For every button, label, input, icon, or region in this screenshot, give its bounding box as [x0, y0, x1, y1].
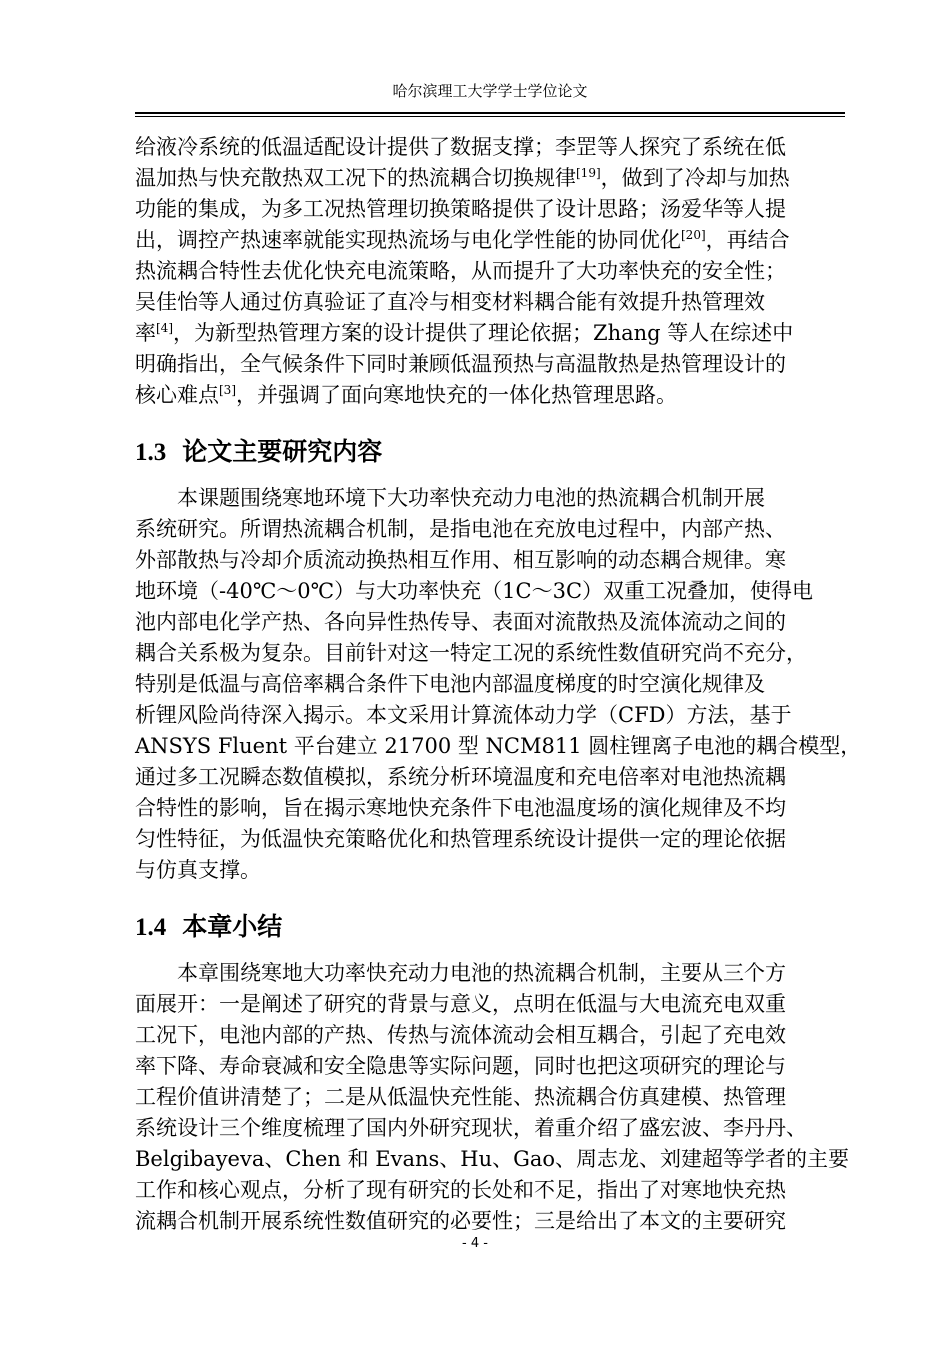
header-rule-thick [135, 112, 845, 114]
text-line: 面展开：一是阐述了研究的背景与意义，点明在低温与大电流充电双重 [135, 992, 786, 1016]
text-line [135, 318, 847, 349]
paragraph-chapter-summary [135, 958, 850, 1237]
page-number: - 4 - [462, 1236, 488, 1251]
text-span: 核心难点 [135, 383, 219, 407]
text-span: 温加热与快充散热双工况下的热流耦合切换规律 [135, 166, 576, 190]
text-line: 工作和核心观点，分析了现有研究的长处和不足，指出了对寒地快充热 [135, 1178, 786, 1202]
citation-ref: [3] [219, 383, 236, 397]
text-line: 与仿真支撑。 [135, 858, 261, 882]
citation-ref: [4] [156, 321, 173, 335]
text-line: 本课题围绕寒地环境下大功率快充动力电池的热流耦合机制开展 [177, 486, 765, 510]
section-number: 1.4 [135, 914, 167, 941]
section-title: 论文主要研究内容 [182, 437, 383, 466]
text-line: 率下降、寿命衰减和安全隐患等实际问题，同时也把这项研究的理论与 [135, 1054, 786, 1078]
text-line: 池内部电化学产热、各向异性热传导、表面对流散热及流体流动之间的 [135, 610, 786, 634]
text-line [135, 349, 847, 380]
text-line: 通过多工况瞬态数值模拟，系统分析环境温度和充电倍率对电池热流耦 [135, 765, 786, 789]
paragraph-research-content [135, 483, 862, 886]
text-line [135, 225, 847, 256]
text-line: 流耦合机制开展系统性数值研究的必要性；三是给出了本文的主要研究 [135, 1209, 786, 1233]
text-span: ，再结合 [705, 228, 790, 252]
text-line: 耦合关系极为复杂。目前针对这一特定工况的系统性数值研究尚不充分， [135, 641, 807, 665]
spacer [135, 411, 847, 423]
text-span: 吴佳怡等人通过仿真验证了直冷与相变材料耦合能有效提升热管理效 [135, 290, 765, 314]
section-title: 本章小结 [182, 912, 283, 941]
text-line: 工况下，电池内部的产热、传热与流体流动会相互耦合，引起了充电效 [135, 1023, 786, 1047]
text-span: 出，调控产热速率就能实现热流场与电化学性能的协同优化 [135, 228, 681, 252]
citation-ref: [19] [576, 166, 601, 180]
paragraph-literature-continued [135, 132, 847, 411]
section-heading-1-3 [135, 431, 847, 473]
header-rule-thin [135, 116, 845, 117]
text-line: Belgibayeva、Chen 和 Evans、Hu、Gao、周志龙、刘建超等学者的主要 [135, 1147, 850, 1171]
text-line: 析锂风险尚待深入揭示。本文采用计算流体动力学（CFD）方法，基于 [135, 703, 792, 727]
text-span: ，做到了冷却与加热 [600, 166, 790, 190]
text-line: 系统研究。所谓热流耦合机制，是指电池在充放电过程中，内部产热、 [135, 517, 786, 541]
text-span: 热流耦合特性去优化快充电流策略，从而提升了大功率快充的安全性； [135, 259, 786, 283]
text-line: 地环境（-40℃～0℃）与大功率快充（1C～3C）双重工况叠加，使得电 [135, 579, 814, 603]
text-span: 明确指出，全气候条件下同时兼顾低温预热与高温散热是热管理设计的 [135, 352, 786, 376]
text-line [135, 194, 847, 225]
text-line [135, 163, 847, 194]
text-line [135, 256, 847, 287]
running-header: 哈尔滨理工大学学士学位论文 [392, 82, 588, 100]
text-span: 给液冷系统的低温适配设计提供了数据支撑；李罡等人探究了系统在低 [135, 135, 786, 159]
text-line: ANSYS Fluent 平台建立 21700 型 NCM811 圆柱锂离子电池的耦合模型， [135, 734, 862, 758]
text-line: 本章围绕寒地大功率快充动力电池的热流耦合机制，主要从三个方 [177, 961, 786, 985]
text-line: 外部散热与冷却介质流动换热相互作用、相互影响的动态耦合规律。寒 [135, 548, 786, 572]
citation-ref: [20] [681, 228, 706, 242]
body-text [135, 132, 862, 1237]
text-span: ，为新型热管理方案的设计提供了理论依据；Zhang 等人在综述中 [173, 321, 794, 345]
text-line: 特别是低温与高倍率耦合条件下电池内部温度梯度的时空演化规律及 [135, 672, 765, 696]
text-line: 匀性特征，为低温快充策略优化和热管理系统设计提供一定的理论依据 [135, 827, 786, 851]
section-number: 1.3 [135, 439, 167, 466]
text-line: 工程价值讲清楚了；二是从低温快充性能、热流耦合仿真建模、热管理 [135, 1085, 786, 1109]
section-heading-1-4 [135, 906, 847, 948]
text-line: 系统设计三个维度梳理了国内外研究现状，着重介绍了盛宏波、李丹丹、 [135, 1116, 807, 1140]
text-span: 功能的集成，为多工况热管理切换策略提供了设计思路；汤爱华等人提 [135, 197, 786, 221]
text-line [135, 287, 847, 318]
text-line: 合特性的影响，旨在揭示寒地快充条件下电池温度场的演化规律及不均 [135, 796, 786, 820]
text-line [135, 380, 847, 411]
spacer [135, 886, 847, 898]
text-span: ，并强调了面向寒地快充的一体化热管理思路。 [236, 383, 677, 407]
text-span: 率 [135, 321, 156, 345]
text-line [135, 132, 847, 163]
